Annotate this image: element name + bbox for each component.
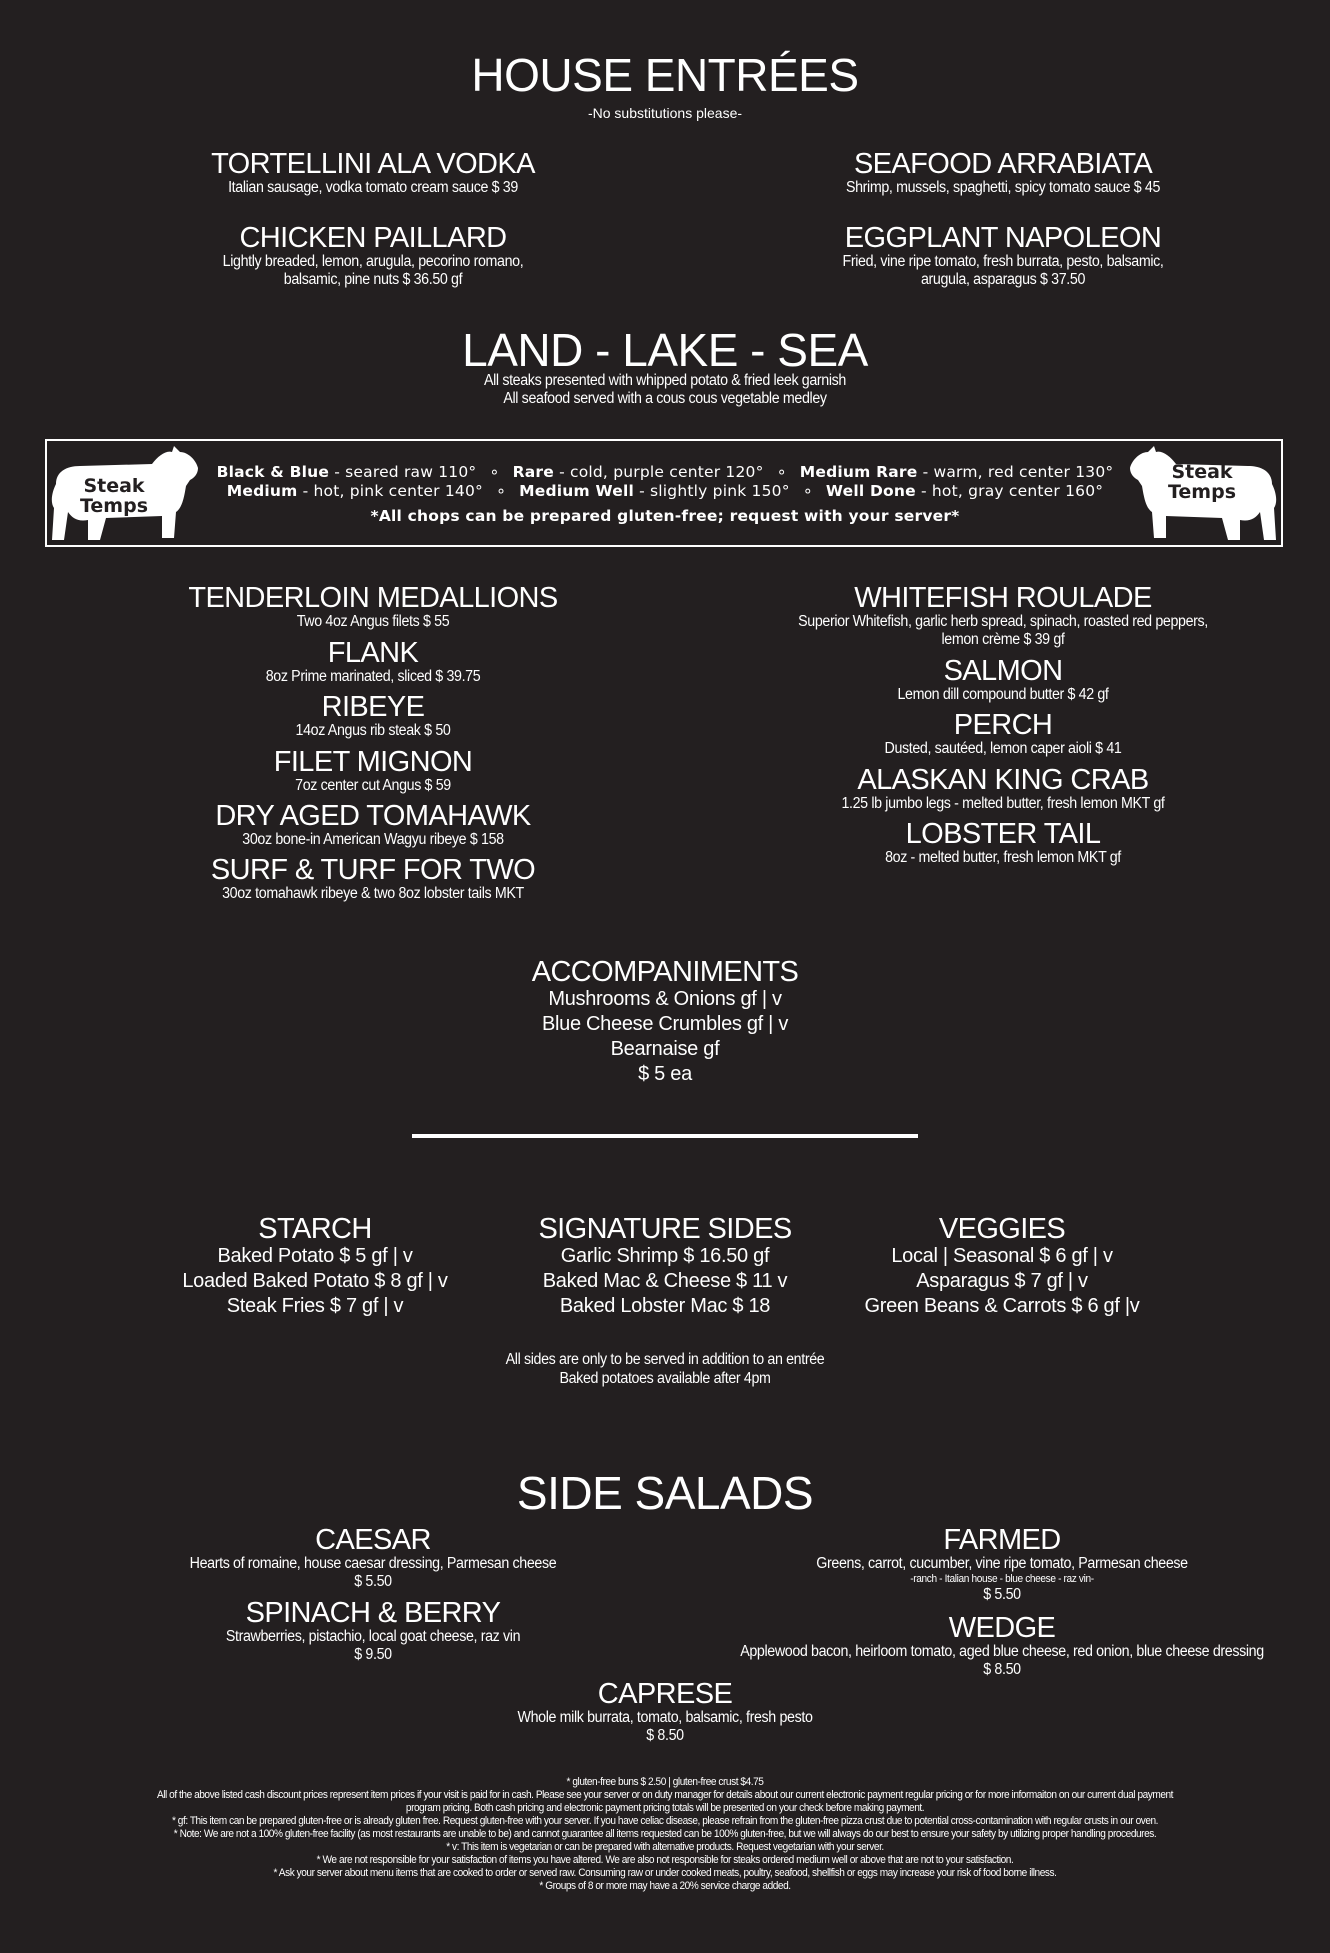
gluten-free-buns-note: * gluten-free buns $ 2.50 | gluten-free crust $4.75 [566,1776,764,1788]
accompaniment-item: Blue Cheese Crumbles gf | v [541,1013,789,1035]
item-desc: Applewood bacon, heirloom tomato, aged blue cheese, red onion, blue cheese dressing [740,1643,1264,1660]
vegetarian-note: * v: This item is vegetarian or can be prepared with alternative products. Request vegetarian with your server. [446,1841,884,1853]
item-name: EGGPLANT NAPOLEON [844,222,1162,254]
cow-icon-left [48,442,200,546]
accompaniment-price: $ 5 ea [638,1063,692,1085]
signature-sides-title: SIGNATURE SIDES [538,1213,792,1245]
side-item: Garlic Shrimp $ 16.50 gf [560,1245,770,1267]
item-desc: Italian sausage, vodka tomato cream sauce $ 39 [228,179,518,196]
side-item: Steak Fries $ 7 gf | v [226,1295,404,1317]
temp-medium-rare: Medium Rare [799,463,918,481]
signature-sides-section [480,1214,850,1319]
satisfaction-note: * We are not responsible for your satisfaction of items you have altered. We are also not responsible for steaks ordered medium well or above that are not to your satisfaction. [316,1854,1014,1866]
item-desc: 8oz Prime marinated, sliced $ 39.75 [265,668,481,685]
no-substitutions-note: -No substitutions please- [587,105,743,121]
item-desc: 7oz center cut Angus $ 59 [295,777,451,794]
temp-medium-desc: - hot, pink center 140° [297,482,483,500]
menu-item-flank [113,638,633,686]
temp-well-done: Well Done [825,482,916,500]
temp-medium-well: Medium Well [519,482,634,500]
accompaniments-section [415,957,915,1087]
menu-item-whitefish-roulade [743,583,1263,649]
item-name: CHICKEN PAILLARD [239,222,507,254]
temp-rare: Rare [512,463,554,481]
cow-label-top: Steak [1171,461,1233,483]
item-desc: Lightly breaded, lemon, arugula, pecorino romano, [222,253,524,270]
separator-dot: ∘ [802,482,813,500]
item-desc: Fried, vine ripe tomato, fresh burrata, pesto, balsamic, [842,253,1164,270]
item-desc: Lemon dill compound butter $ 42 gf [897,686,1109,703]
item-name: DRY AGED TOMAHAWK [215,800,531,832]
side-salads-title: SIDE SALADS [516,1467,814,1519]
side-item: Baked Potato $ 5 gf | v [217,1245,413,1267]
house-entrees-title: HOUSE ENTRÉES [471,49,859,101]
menu-item-perch [743,710,1263,758]
group-service-charge-note: * Groups of 8 or more may have a 20% service charge added. [539,1880,791,1892]
item-name: FARMED [943,1524,1061,1556]
side-item: Loaded Baked Potato $ 8 gf | v [182,1270,448,1292]
separator-dot: ∘ [776,463,787,481]
starch-title: STARCH [258,1213,372,1245]
item-desc: 30oz tomahawk ribeye & two 8oz lobster tails MKT [222,885,524,902]
footer-disclaimers [60,1776,1270,1893]
side-item: Green Beans & Carrots $ 6 gf |v [864,1295,1140,1317]
salad-caprese [405,1679,925,1745]
item-desc: 14oz Angus rib steak $ 50 [295,722,451,739]
steak-garnish-note: All steaks presented with whipped potato & fried leek garnish [483,372,846,389]
menu-item-lobster-tail [743,819,1263,867]
seafood-medley-note: All seafood served with a cous cous vegetable medley [503,390,827,407]
cash-discount-note: All of the above listed cash discount prices represent item prices if your visit is paid for in cash. Please see your server or on duty manager for details about our current electronic payment regular pricing or for more informaiton on our current dual payment [156,1789,1174,1801]
item-name: SALMON [943,655,1063,687]
item-name: SURF & TURF FOR TWO [210,854,536,886]
menu-item-eggplant-napoleon [743,223,1263,289]
side-item: Local | Seasonal $ 6 gf | v [891,1245,1113,1267]
item-name: WEDGE [948,1612,1056,1644]
item-desc: Greens, carrot, cucumber, vine ripe tomato, Parmesan cheese [816,1555,1188,1572]
item-price: $ 8.50 [646,1727,684,1744]
menu-item-salmon [743,656,1263,704]
item-name: CAPRESE [597,1678,733,1710]
item-name: SEAFOOD ARRABIATA [853,148,1153,180]
item-desc-2: balsamic, pine nuts $ 36.50 gf [283,271,463,288]
menu-item-chicken-paillard [113,223,633,289]
salad-spinach-berry [113,1598,633,1664]
item-desc: Strawberries, pistachio, local goat cheese, raz vin [225,1628,521,1645]
side-item: Baked Lobster Mac $ 18 [559,1295,771,1317]
item-desc: 8oz - melted butter, fresh lemon MKT gf [885,849,1121,866]
item-desc: Two 4oz Angus filets $ 55 [296,613,450,630]
menu-item-tenderloin [113,583,633,631]
item-price: $ 9.50 [354,1646,392,1663]
menu-item-filet-mignon [113,747,633,795]
land-lake-sea-title: LAND - LAKE - SEA [462,324,868,376]
menu-item-surf-turf [113,855,633,903]
cow-label-top: Steak [83,475,145,497]
section-divider [412,1134,918,1138]
separator-dot: ∘ [496,482,507,500]
menu-item-tortellini [113,149,633,197]
item-desc-2: lemon crème $ 39 gf [941,631,1065,648]
salad-farmed [720,1525,1284,1604]
item-name: ALASKAN KING CRAB [857,764,1149,796]
item-desc: Hearts of romaine, house caesar dressing, Parmesan cheese [189,1555,557,1572]
gluten-free-chops-note: *All chops can be prepared gluten-free; request with your server* [370,507,960,525]
cow-label-bottom: Temps [1167,481,1237,503]
temp-medium-well-desc: - slightly pink 150° [633,482,790,500]
item-desc: 1.25 lb jumbo legs - melted butter, fresh lemon MKT gf [841,795,1165,812]
cow-label-bottom: Temps [79,495,149,517]
dressing-options: -ranch - Italian house - blue cheese - raz vin- [910,1573,1094,1585]
salad-wedge [700,1613,1304,1679]
item-name: FILET MIGNON [273,746,473,778]
item-name: TORTELLINI ALA VODKA [211,148,535,180]
temps-line-1 [200,463,1130,482]
raw-food-warning: * Ask your server about menu items that are cooked to order or served raw. Consuming raw or under cooked meats, poultry, seafood, shellfish or eggs may increase your risk of food borne illness. [273,1867,1057,1879]
salad-caesar [113,1525,633,1591]
item-desc: Whole milk burrata, tomato, balsamic, fresh pesto [517,1709,813,1726]
gluten-free-note: * gf: This item can be prepared gluten-free or is already gluten free. Request gluten-free with your server. If you have celiac disease, please refrain from the gluten-free pizza crust due to potential cross-contamination with regular crusts in our oven. [171,1815,1159,1827]
menu-item-alaskan-king-crab [743,765,1263,813]
temp-medium-rare-desc: - warm, red center 130° [917,463,1114,481]
item-name: LOBSTER TAIL [905,818,1101,850]
accompaniment-item: Mushrooms & Onions gf | v [548,988,782,1010]
item-name: RIBEYE [321,691,425,723]
item-desc-2: arugula, asparagus $ 37.50 [920,271,1086,288]
veggies-title: VEGGIES [938,1213,1066,1245]
separator-dot: ∘ [489,463,500,481]
baked-potato-note: Baked potatoes available after 4pm [559,1370,771,1387]
facility-note: * Note: We are not a 100% gluten-free facility (as most restaurants are unable to be) and cannot guarantee all items requested can be 100% gluten-free, but we will always do our best to ensure your safety by utilizing proper handling procedures. [173,1828,1157,1840]
item-price: $ 5.50 [354,1573,392,1590]
item-desc: 30oz bone-in American Wagyu ribeye $ 158 [242,831,504,848]
accompaniment-item: Bearnaise gf [610,1038,720,1060]
temp-black-blue: Black & Blue [216,463,330,481]
cow-icon-right [1128,442,1280,546]
side-item: Baked Mac & Cheese $ 11 v [542,1270,788,1292]
side-item: Asparagus $ 7 gf | v [916,1270,1088,1292]
accompaniments-title: ACCOMPANIMENTS [531,956,799,988]
starch-section [130,1214,500,1319]
item-price: $ 5.50 [983,1586,1021,1603]
temp-rare-desc: - cold, purple center 120° [553,463,764,481]
item-desc: Dusted, sautéed, lemon caper aioli $ 41 [884,740,1122,757]
item-desc: Shrimp, mussels, spaghetti, spicy tomato sauce $ 45 [845,179,1161,196]
item-name: FLANK [327,637,419,669]
item-name: PERCH [953,709,1053,741]
cash-discount-note-cont: program pricing. Both cash pricing and electronic payment pricing totals will be presented on your check before making payment. [405,1802,925,1814]
menu-item-dry-aged-tomahawk [113,801,633,849]
item-desc: Superior Whitefish, garlic herb spread, spinach, roasted red peppers, [798,613,1208,630]
item-name: CAESAR [315,1524,431,1556]
item-price: $ 8.50 [983,1661,1021,1678]
temps-line-2 [200,482,1130,501]
item-name: SPINACH & BERRY [245,1597,501,1629]
temp-medium: Medium [226,482,298,500]
veggies-section [817,1214,1187,1319]
menu-item-seafood-arrabiata [743,149,1263,197]
temp-black-blue-desc: - seared raw 110° [329,463,477,481]
temp-well-done-desc: - hot, gray center 160° [915,482,1104,500]
item-name: TENDERLOIN MEDALLIONS [188,582,558,614]
sides-note: All sides are only to be served in addition to an entrée [505,1351,825,1368]
item-name: WHITEFISH ROULADE [854,582,1152,614]
menu-item-ribeye [113,692,633,740]
